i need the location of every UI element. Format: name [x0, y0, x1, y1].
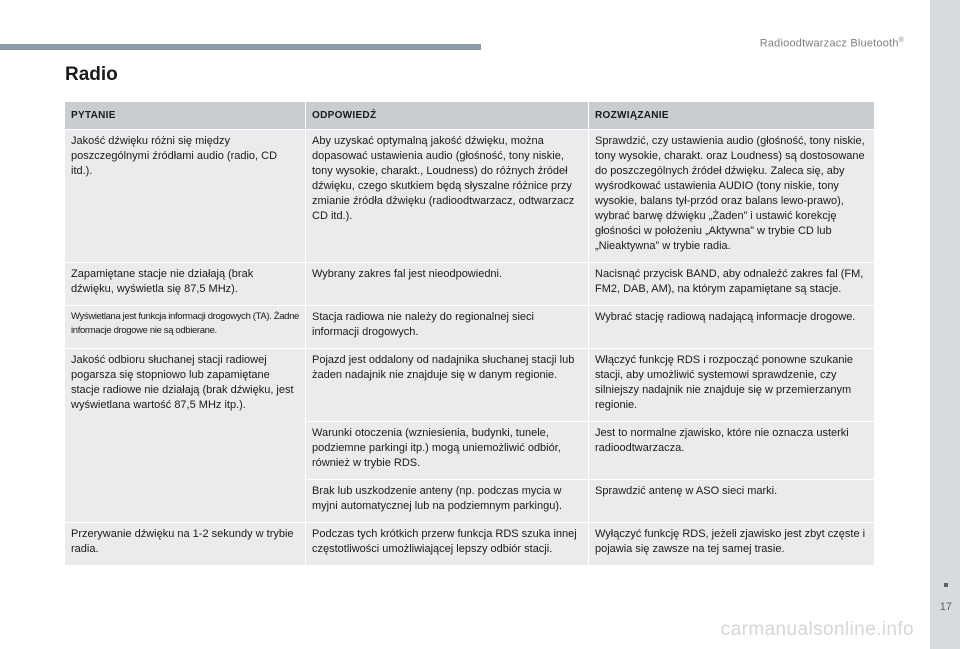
question-cell: Zapamiętane stacje nie działają (brak dźwięku, wyświetla się 87,5 MHz). [65, 263, 306, 306]
table-row [65, 349, 875, 422]
table-row [65, 130, 875, 263]
solution-cell: Wyłączyć funkcję RDS, jeżeli zjawisko jest zbyt częste i pojawia się zawsze na tej samej trasie. [589, 523, 875, 566]
answer-cell: Stacja radiowa nie należy do regionalnej sieci informacji drogowych. [306, 306, 589, 349]
question-cell: Jakość odbioru słuchanej stacji radiowej pogarsza się stopniowo lub zapamiętane stacje radiowe nie działają (brak dźwięku, jest wyświetlana wartość 87,5 MHz itp.). [65, 349, 306, 523]
table-header-row [65, 102, 875, 130]
table-row [65, 306, 875, 349]
table-row [65, 523, 875, 566]
trademark-symbol: ® [898, 37, 904, 44]
page-number: 17 [939, 601, 952, 613]
header-question: PYTANIE [65, 102, 306, 130]
question-cell: Wyświetlana jest funkcja informacji drogowych (TA). Żadne informacje drogowe nie są odbierane. [65, 306, 306, 349]
solution-cell: Jest to normalne zjawisko, które nie oznacza usterki radioodtwarzacza. [589, 422, 875, 480]
top-rule [0, 44, 481, 50]
answer-cell: Wybrany zakres fal jest nieodpowiedni. [306, 263, 589, 306]
answer-cell: Pojazd jest oddalony od nadajnika słuchanej stacji lub żaden nadajnik nie znajduje się w danym regionie. [306, 349, 589, 422]
header-solution: ROZWIĄZANIE [589, 102, 875, 130]
question-cell: Przerywanie dźwięku na 1-2 sekundy w trybie radia. [65, 523, 306, 566]
solution-cell: Sprawdzić, czy ustawienia audio (głośność, tony niskie, tony wysokie, charakt. oraz Loudness) są dostosowane do poszczególnych źródeł dźwięku. Zaleca się, aby wyśrodkować ustawienia AUDIO (tony niskie, tony wysokie, balans tył-przód oraz balans lewo-prawo), wybrać barwę dźwięku „Żaden” i ustawić korekcję głośności w położeniu „Aktywna” w trybie CD lub „Nieaktywna” w trybie radia. [589, 130, 875, 263]
watermark: carmanualsonline.info [720, 619, 914, 640]
side-margin-bar [930, 0, 960, 649]
section-header [760, 37, 904, 50]
solution-cell: Włączyć funkcję RDS i rozpocząć ponowne szukanie stacji, aby umożliwić systemowi sprawdzenie, czy silniejszy nadajnik nie znajduje się w przemierzanym regionie. [589, 349, 875, 422]
answer-cell: Podczas tych krótkich przerw funkcja RDS szuka innej częstotliwości umożliwiającej lepszy odbiór stacji. [306, 523, 589, 566]
question-cell: Jakość dźwięku różni się między poszczególnymi źródłami audio (radio, CD itd.). [65, 130, 306, 263]
solution-cell: Sprawdzić antenę w ASO sieci marki. [589, 480, 875, 523]
solution-cell: Nacisnąć przycisk BAND, aby odnaleźć zakres fal (FM, FM2, DAB, AM), na którym zapamiętane są stacje. [589, 263, 875, 306]
answer-cell: Brak lub uszkodzenie anteny (np. podczas mycia w myjni automatycznej lub na podziemnym parkingu). [306, 480, 589, 523]
section-header-text: Radioodtwarzacz Bluetooth [759, 37, 899, 50]
answer-cell: Aby uzyskać optymalną jakość dźwięku, można dopasować ustawienia audio (głośność, tony niskie, tony wysokie, charakt., Loudness) do różnych źródeł dźwięku, czego skutkiem będą słyszalne różnice przy zmianie źródła dźwięku (radioodtwarzacz, odtwarzacz CD itd.). [306, 130, 589, 263]
header-answer: ODPOWIEDŹ [306, 102, 589, 130]
solution-cell: Wybrać stację radiową nadającą informacje drogowe. [589, 306, 875, 349]
faq-table [64, 101, 875, 566]
page-title: Radio [65, 64, 118, 85]
page-marker [944, 583, 948, 587]
answer-cell: Warunki otoczenia (wzniesienia, budynki, tunele, podziemne parkingi itp.) mogą uniemożliwić odbiór, również w trybie RDS. [306, 422, 589, 480]
table-row [65, 263, 875, 306]
